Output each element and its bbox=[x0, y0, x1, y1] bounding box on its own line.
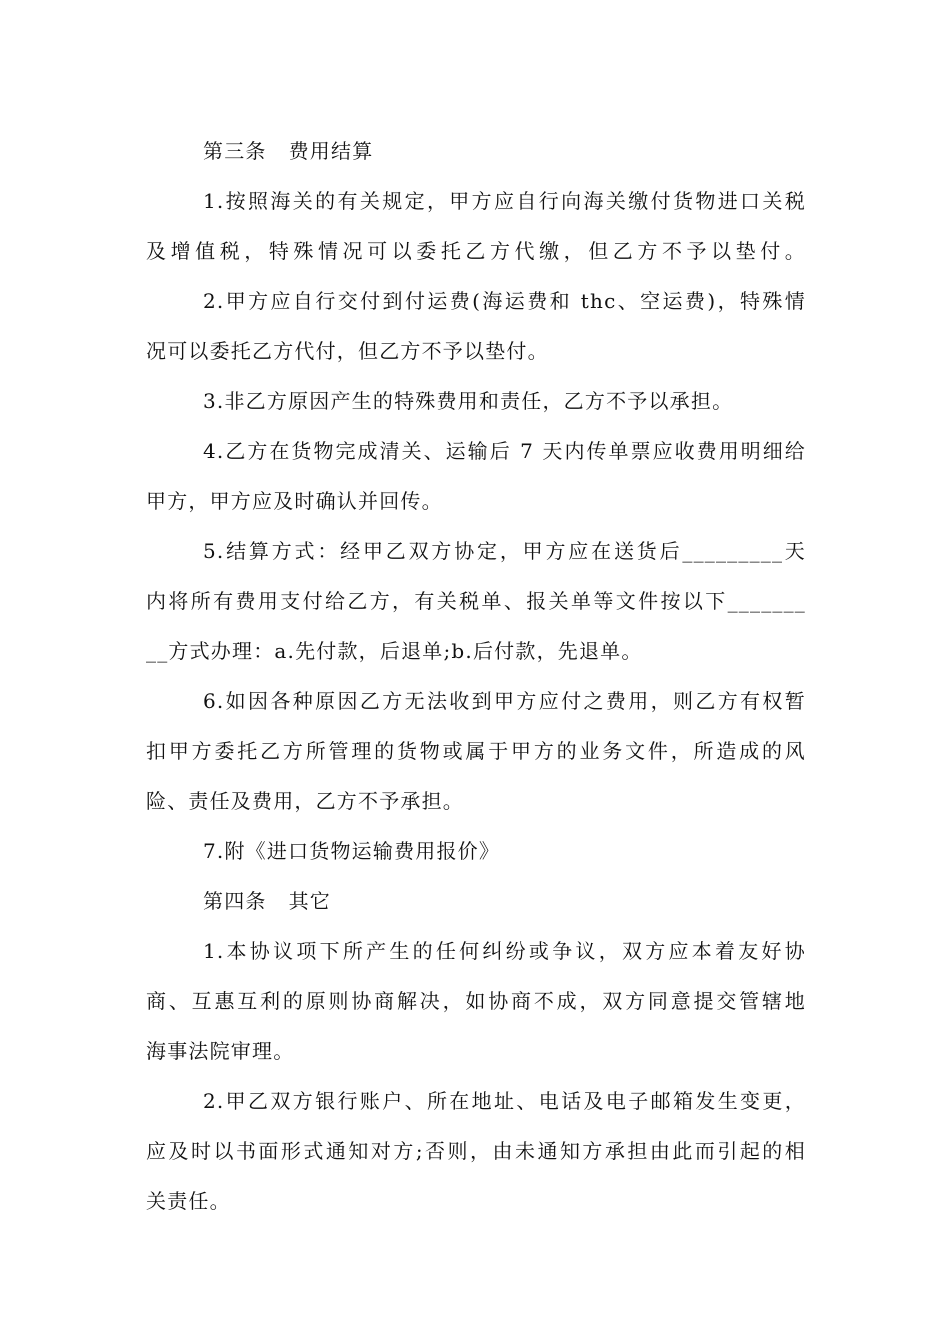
article-4-title: 其它 bbox=[288, 889, 332, 913]
paragraph-line: 6.如因各种原因乙方无法收到甲方应付之费用，则乙方有权暂 bbox=[203, 689, 806, 713]
paragraph-line: 1.按照海关的有关规定，甲方应自行向海关缴付货物进口关税 bbox=[203, 189, 806, 213]
paragraph-line: 内将所有费用支付给乙方，有关税单、报关单等文件按以下_______ bbox=[146, 589, 806, 613]
paragraph-line: 2.甲方应自行交付到付运费(海运费和 thc、空运费)，特殊情 bbox=[203, 289, 806, 313]
paragraph-line: 7.附《进口货物运输费用报价》 bbox=[203, 839, 501, 863]
paragraph-line: 险、责任及费用，乙方不予承担。 bbox=[146, 789, 464, 813]
paragraph-line: 5.结算方式：经甲乙双方协定，甲方应在送货后_________天 bbox=[203, 539, 806, 563]
paragraph-line: 关责任。 bbox=[146, 1189, 231, 1213]
article-4-heading bbox=[203, 887, 806, 915]
paragraph-line: 商、互惠互利的原则协商解决，如协商不成，双方同意提交管辖地 bbox=[146, 989, 806, 1013]
article-3-heading bbox=[203, 137, 806, 165]
paragraph-line: 扣甲方委托乙方所管理的货物或属于甲方的业务文件，所造成的风 bbox=[146, 739, 806, 763]
paragraph-line: 应及时以书面形式通知对方;否则，由未通知方承担由此而引起的相 bbox=[146, 1139, 806, 1163]
paragraph-line: 况可以委托乙方代付，但乙方不予以垫付。 bbox=[146, 339, 549, 363]
paragraph-line: 2.甲乙双方银行账户、所在地址、电话及电子邮箱发生变更， bbox=[203, 1089, 806, 1113]
article-3-number: 第三条 bbox=[203, 139, 267, 163]
paragraph-line: 甲方，甲方应及时确认并回传。 bbox=[146, 489, 443, 513]
paragraph-line: 1.本协议项下所产生的任何纠纷或争议，双方应本着友好协 bbox=[203, 939, 806, 963]
paragraph-line: 海事法院审理。 bbox=[146, 1039, 295, 1063]
paragraph-line: 3.非乙方原因产生的特殊费用和责任，乙方不予以承担。 bbox=[203, 389, 734, 413]
article-4-number: 第四条 bbox=[203, 889, 267, 913]
paragraph-line: 4.乙方在货物完成清关、运输后 7 天内传单票应收费用明细给 bbox=[203, 439, 806, 463]
article-3-title: 费用结算 bbox=[288, 139, 374, 163]
paragraph-line: __方式办理：a.先付款，后退单;b.后付款，先退单。 bbox=[146, 639, 643, 663]
paragraph-line: 及增值税，特殊情况可以委托乙方代缴，但乙方不予以垫付。 bbox=[146, 239, 806, 263]
